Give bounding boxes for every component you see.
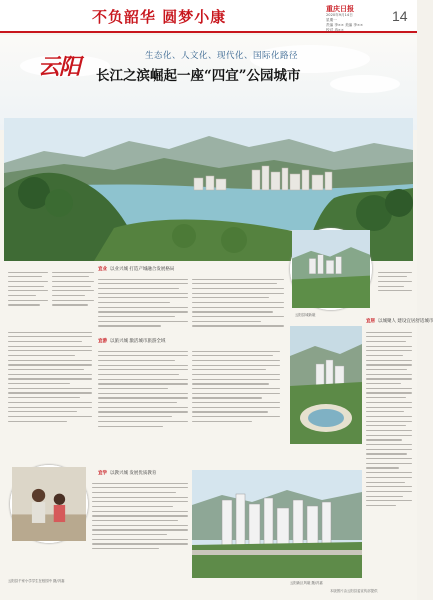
section-tag-3: 宜游 以旅兴城 激活城市旅游全域 <box>98 339 166 344</box>
article-column-5 <box>378 268 412 306</box>
article-column-1 <box>8 268 48 320</box>
headline-subtitle: 生态化、人文化、现代化、国际化路径 <box>145 51 299 61</box>
info-weekday: 星期一 <box>326 18 337 22</box>
newspaper-info <box>326 5 386 33</box>
page-footer-credit: 本版图片由云阳县委宣传部提供 <box>330 589 378 593</box>
article-column-3 <box>98 275 188 335</box>
article-column-6 <box>8 328 92 463</box>
article-column-2 <box>52 268 94 320</box>
page-number: 14 <box>392 8 408 24</box>
circle-photo-top <box>290 228 372 310</box>
page-header-bar <box>0 0 417 33</box>
info-date: 2020年9月14日 <box>326 13 353 17</box>
headline-title: 长江之滨崛起一座“四宜”公园城市 <box>96 68 301 84</box>
circle-photo-students <box>10 465 88 543</box>
article-column-7 <box>98 347 188 463</box>
park-aerial-photo <box>290 326 362 444</box>
section-tag-1: 宜业 以业兴城 打造产城融合发展格局 <box>98 267 175 272</box>
caption-circle-bottom: 云阳县千家小学学生在校园中 摄/冯嘉 <box>8 579 65 583</box>
new-district-photo <box>192 470 362 578</box>
article-column-10 <box>92 479 188 584</box>
caption-circle-top: 云阳县城新貌 <box>295 313 316 317</box>
info-editor: 责编 李×× 美编 李×× <box>326 23 364 27</box>
page-slogan: 不负韶华 圆梦小康 <box>92 8 227 26</box>
article-column-9 <box>366 328 412 578</box>
headline-place: 云阳 <box>38 54 81 80</box>
caption-bottom-photo: 云阳新区风貌 摄/冯嘉 <box>290 581 323 585</box>
newspaper-brand: 重庆日报 <box>326 4 354 13</box>
article-column-4 <box>192 275 284 335</box>
section-tag-4: 宜学 以教兴城 发展优质教育 <box>98 471 157 476</box>
info-proofreader: 校对 冉×× <box>326 28 344 32</box>
section-tag-2: 宜居 以城聚人 建设宜居舒适城市 <box>366 319 433 324</box>
article-column-8 <box>192 347 280 463</box>
